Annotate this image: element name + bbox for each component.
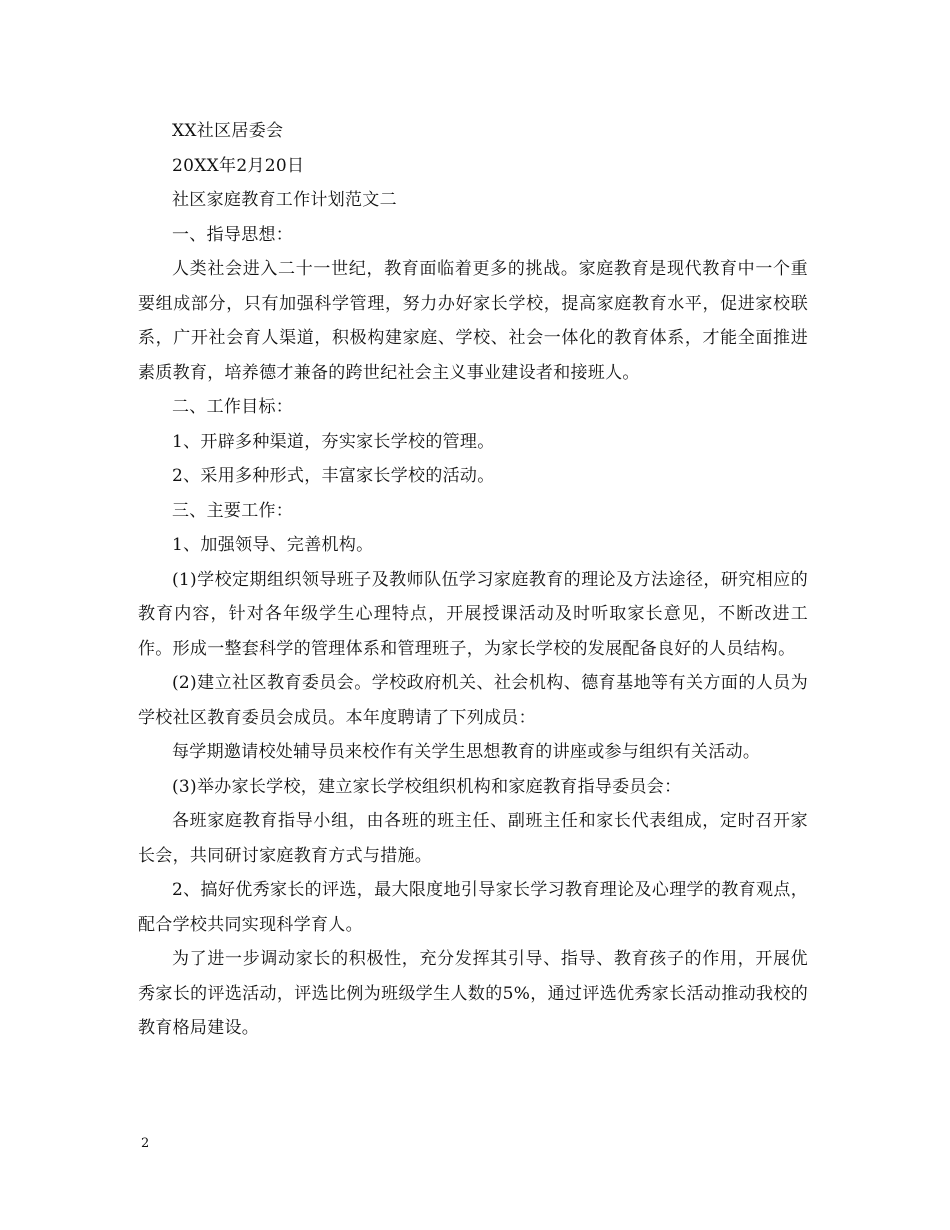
work-item-2-detail: 为了进一步调动家长的积极性，充分发挥其引导、指导、教育孩子的作用，开展优秀家长的评选活动，评选比例为班级学生人数的5%，通过评选优秀家长活动推动我校的教育格局建设。: [138, 949, 808, 1038]
work-item-1-sub-3-detail: 各班家庭教育指导小组，由各班的班主任、副班主任和家长代表组成，定时召开家长会，共同研讨家庭教育方式与措施。: [138, 811, 808, 866]
goal-item-2: 2、采用多种形式，丰富家长学校的活动。: [172, 466, 495, 486]
work-item-2: 2、搞好优秀家长的评选，最大限度地引导家长学习教育理论及心理学的教育观点，配合学校共同实现科学育人。: [138, 880, 808, 935]
document-body: [138, 114, 808, 1046]
work-item-1: 1、加强领导、完善机构。: [172, 535, 374, 555]
paragraph-guiding-thought: 人类社会进入二十一世纪，教育面临着更多的挑战。家庭教育是现代教育中一个重要组成部分，只有加强科学管理，努力办好家长学校，提高家庭教育水平，促进家校联系，广开社会育人渠道，积极构建家庭、学校、社会一体化的教育体系，才能全面推进素质教育，培养德才兼备的跨世纪社会主义事业建设者和接班人。: [138, 259, 808, 383]
heading-work-goals: 二、工作目标：: [172, 397, 294, 417]
document-title: 社区家庭教育工作计划范文二: [172, 190, 397, 210]
heading-guiding-thought: 一、指导思想：: [172, 224, 294, 245]
goal-item-1: 1、开辟多种渠道，夯实家长学校的管理。: [172, 431, 495, 452]
heading-main-work: 三、主要工作：: [172, 500, 294, 521]
org-name: XX社区居委会: [172, 121, 284, 141]
work-item-1-sub-2: (2)建立社区教育委员会。学校政府机关、社会机构、德育基地等有关方面的人员为学校社区教育委员会成员。本年度聘请了下列成员：: [138, 673, 808, 728]
work-item-1-sub-1: (1)学校定期组织领导班子及教师队伍学习家庭教育的理论及方法途径，研究相应的教育内容，针对各年级学生心理特点，开展授课活动及时听取家长意见，不断改进工作。形成一整套科学的管理体系和管理班子，为家长学校的发展配备良好的人员结构。: [138, 569, 808, 659]
document-date: 20XX年2月20日: [172, 155, 305, 176]
work-item-1-sub-3: (3)举办家长学校，建立家长学校组织机构和家庭教育指导委员会：: [172, 776, 682, 797]
work-item-1-sub-2-detail: 每学期邀请校处辅导员来校作有关学生思想教育的讲座或参与组织有关活动。: [172, 742, 761, 762]
page-number: 2: [141, 1136, 150, 1151]
